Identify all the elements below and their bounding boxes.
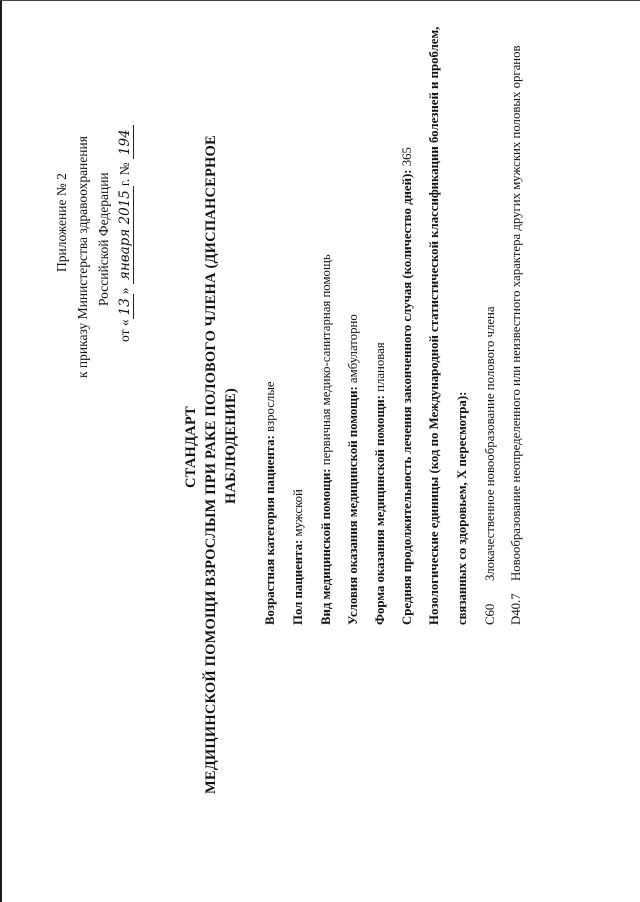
field-label: Вид медицинской помощи: bbox=[319, 468, 333, 625]
field-label: Возрастная категория пациента: bbox=[263, 435, 277, 625]
appendix-number: Приложение № 2 bbox=[54, 173, 69, 272]
icd-code: D40.7 bbox=[509, 593, 523, 625]
nosology-label-line1: Нозологические единицы (код по Международной статистической классификации болезней и проблем, bbox=[427, 26, 441, 625]
nosology-item bbox=[510, 45, 523, 625]
field-value: первичная медико-санитарная помощь bbox=[319, 254, 333, 469]
field-care-type bbox=[320, 254, 333, 625]
date-prefix: от « bbox=[117, 319, 132, 342]
appendix-order-ref: к приказу Министерства здравоохранения bbox=[75, 136, 90, 378]
field-label: Средняя продолжительность лечения законченного случая (количество дней): bbox=[400, 169, 414, 625]
order-number-handwritten: 194 bbox=[119, 125, 134, 159]
title-continuation: НАБЛЮДЕНИЕ) bbox=[223, 388, 239, 504]
icd-description: Новообразование неопределенного или неизвестного характера других мужских половых органов bbox=[509, 45, 523, 581]
field-value: плановая bbox=[373, 342, 387, 396]
appendix-date-line bbox=[118, 125, 134, 342]
nosology-item bbox=[484, 306, 497, 625]
title-main: МЕДИЦИНСКОЙ ПОМОЩИ ВЗРОСЛЫМ ПРИ РАКЕ ПОЛОВОГО ЧЛЕНА (ДИСПАНСЕРНОЕ bbox=[203, 135, 219, 794]
field-label: Форма оказания медицинской помощи: bbox=[373, 395, 387, 625]
field-value: мужской bbox=[291, 489, 305, 540]
field-value: 365 bbox=[400, 147, 414, 170]
field-age-category bbox=[264, 381, 277, 625]
date-suffix: г. № bbox=[117, 162, 132, 187]
nosology-label-line2: связанных со здоровьем, X пересмотра): bbox=[455, 391, 469, 625]
field-label: Условия оказания медицинской помощи: bbox=[346, 386, 360, 625]
icd-description: Злокачественное новообразование полового члена bbox=[483, 306, 497, 581]
field-care-form bbox=[374, 342, 387, 625]
appendix-federation: Российской Федерации bbox=[96, 172, 111, 306]
date-day-handwritten: 13 bbox=[119, 294, 134, 319]
field-label: Пол пациента: bbox=[291, 539, 305, 625]
date-month-year-handwritten: января 2015 bbox=[119, 186, 134, 284]
icd-code: C60 bbox=[483, 603, 497, 625]
field-care-conditions bbox=[347, 314, 360, 625]
field-treatment-duration bbox=[401, 147, 414, 625]
title-standard: СТАНДАРТ bbox=[183, 406, 199, 488]
date-mid: » bbox=[117, 287, 132, 295]
field-value: амбулаторно bbox=[346, 314, 360, 387]
field-patient-sex bbox=[292, 489, 305, 625]
field-value: взрослые bbox=[263, 381, 277, 436]
